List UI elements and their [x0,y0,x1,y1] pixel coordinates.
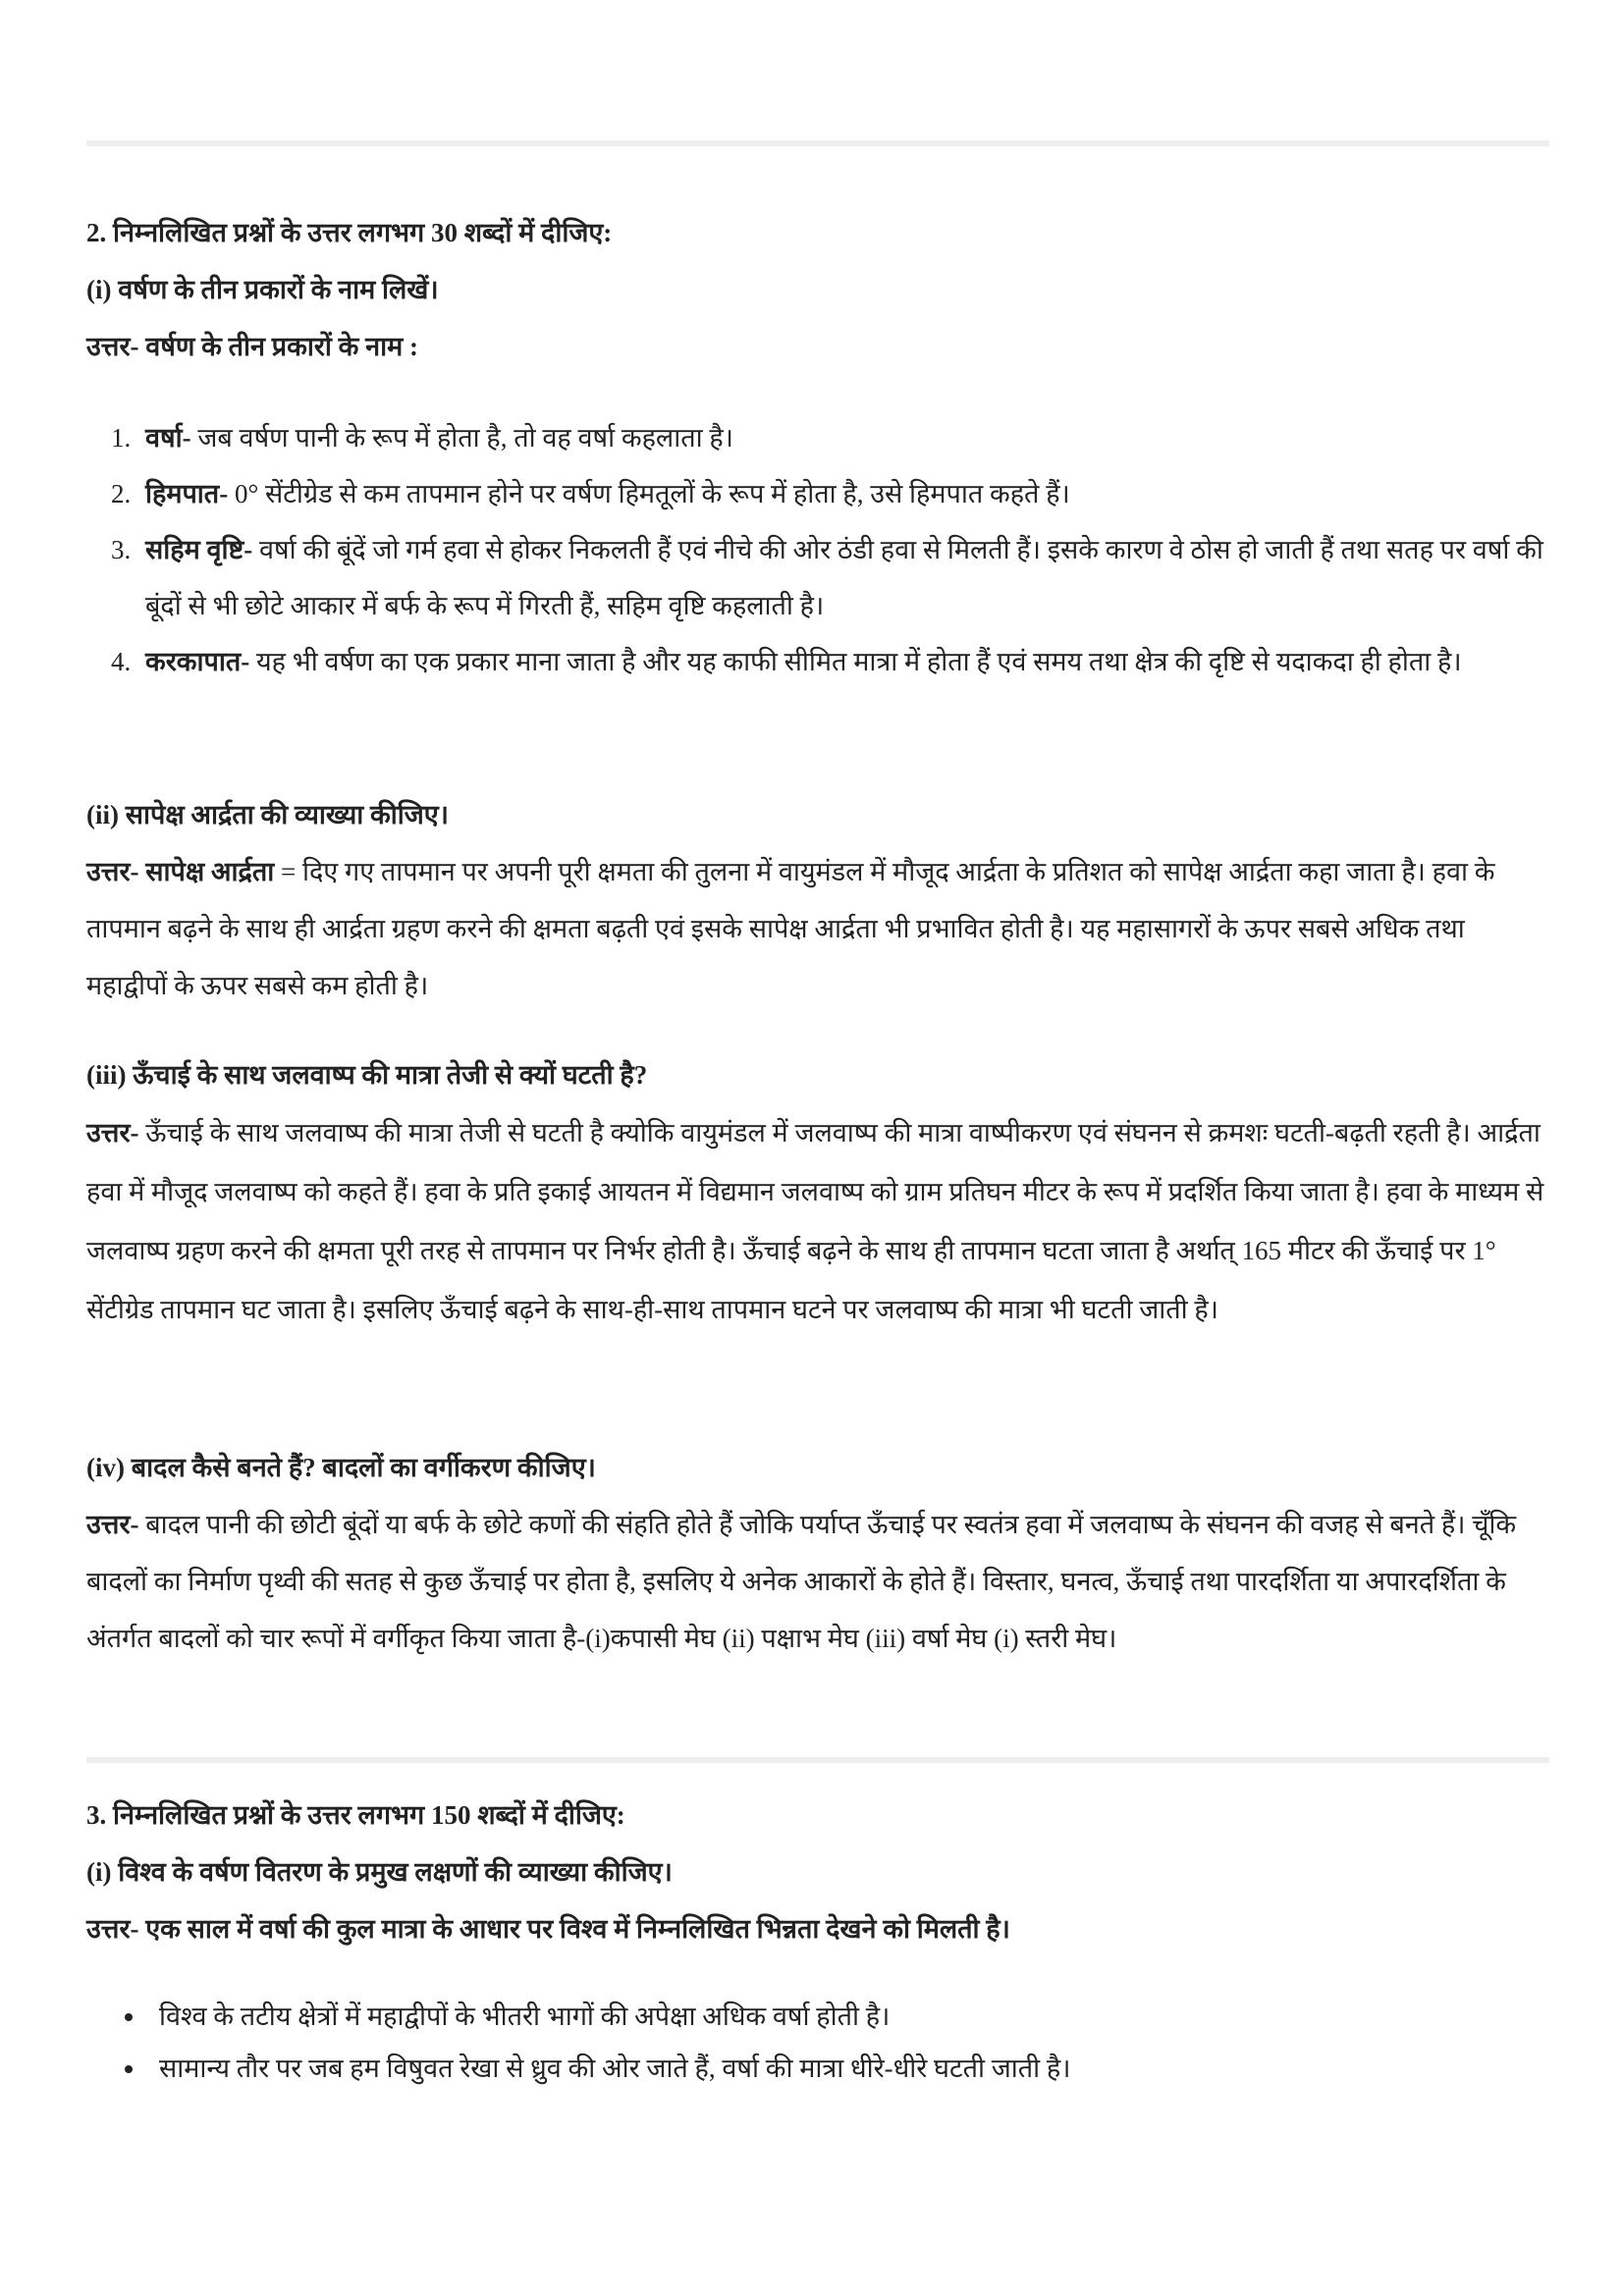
list-item [137,466,1549,522]
q3-i-question: (i) विश्व के वर्षण वितरण के प्रमुख लक्षणों की व्याख्या कीजिए। [86,1857,673,1887]
top-divider [86,140,1549,146]
definition: 0° सेंटीग्रेड से कम तापमान होने पर वर्षण हिमतूलों के रूप में होता है, उसे हिमपात कहते हैं। [228,479,1070,508]
q2-section [86,204,1549,375]
q2-iv-section [86,1439,1549,1667]
q2-ii-answer [86,843,1549,1014]
q2-iii-answer [86,1103,1549,1339]
definition: वर्षा की बूंदें जो गर्म हवा से होकर निकलती हैं एवं नीचे की ओर ठंडी हवा से मिलती हैं। इसके कारण वे ठोस हो जाती हैं तथा सतह पर वर्षा की बूंदों से भी छोटे आकार में बर्फ के रूप में गिरती हैं, सहिम वृष्टि कहलाती है। [145,535,1543,620]
answer-text: = दिए गए तापमान पर अपनी पूरी क्षमता की तुलना में वायुमंडल में मौजूद आर्द्रता के प्रतिशत को सापेक्ष आर्द्रता कहा जाता है। हवा के तापमान बढ़ने के साथ ही आर्द्रता ग्रहण करने की क्षमता बढ़ती एवं इसके सापेक्ष आर्द्रता भी प्रभावित होती है। यह महासागरों के ऊपर सबसे अधिक तथा महाद्वीपों के ऊपर सबसे कम होती है। [86,857,1495,1000]
term: वर्षा- [145,423,191,453]
q2-iii-question: (iii) ऊँचाई के साथ जलवाष्प की मात्रा तेजी से क्यों घटती है? [86,1060,648,1090]
list-item [137,634,1549,690]
section-divider [86,1757,1549,1763]
q2-heading: 2. निम्नलिखित प्रश्नों के उत्तर लगभग 30 शब्दों में दीजिए: [86,218,613,247]
q3-section [86,1787,1549,1957]
answer-label: उत्तर- [86,1118,139,1148]
q3-heading: 3. निम्नलिखित प्रश्नों के उत्तर लगभग 150 शब्दों में दीजिए: [86,1800,625,1830]
answer-label: उत्तर- [86,1510,139,1539]
q2-i-question: (i) वर्षण के तीन प्रकारों के नाम लिखें। [86,275,439,304]
answer-text: बादल पानी की छोटी बूंदों या बर्फ के छोटे कणों की संहति होते हैं जोकि पर्याप्त ऊँचाई पर स्वतंत्र हवा में जलवाष्प के संघनन की वजह से बनते हैं। चूँकि बादलों का निर्माण पृथ्वी की सतह से कुछ ऊँचाई पर होता है, इसलिए ये अनेक आकारों के होते हैं। विस्तार, घनत्व, ऊँचाई तथा पारदर्शिता या अपारदर्शिता के अंतर्गत बादलों को चार रूपों में वर्गीकृत किया जाता है-(i)कपासी मेघ (ii) पक्षाभ मेघ (iii) वर्षा मेघ (i) स्तरी मेघ। [86,1510,1517,1653]
definition: यह भी वर्षण का एक प्रकार माना जाता है और यह काफी सीमित मात्रा में होता हैं एवं समय तथा क्षेत्र की दृष्टि से यदाकदा ही होता है। [249,647,1462,676]
list-item: • सामान्य तौर पर जब हम विषुवत रेखा से ध्रुव की ओर जाते हैं, वर्षा की मात्रा धीरे-धीरे घटती जाती है। [147,2043,1549,2095]
term: सहिम वृष्टि- [145,535,253,564]
answer-label: उत्तर- सापेक्ष आर्द्रता [86,857,275,886]
term: हिमपात- [145,479,229,508]
definition: जब वर्षण पानी के रूप में होता है, तो वह वर्षा कहलाता है। [190,423,733,453]
term: करकापात- [145,647,250,676]
list-item [137,522,1549,634]
list-item: • विश्व के तटीय क्षेत्रों में महाद्वीपों के भीतरी भागों की अपेक्षा अधिक वर्षा होती है। [147,1991,1549,2043]
q2-ii-section [86,786,1549,1014]
q2-iv-question: (iv) बादल कैसे बनते हैं? बादलों का वर्गीकरण कीजिए। [86,1453,596,1482]
q2-ii-question: (ii) सापेक्ष आर्द्रता की व्याख्या कीजिए। [86,800,449,829]
answer-text: ऊँचाई के साथ जलवाष्प की मात्रा तेजी से घटती है क्योकि वायुमंडल में जलवाष्प की मात्रा वाष्पीकरण एवं संघनन से क्रमशः घटती-बढ़ती रहती है। आर्द्रता हवा में मौजूद जलवाष्प को कहते हैं। हवा के प्रति इकाई आयतन में विद्यमान जलवाष्प को ग्राम प्रतिघन मीटर के रूप में प्रदर्शित किया जाता है। हवा के माध्यम से जलवाष्प ग्रहण करने की क्षमता पूरी तरह से तापमान पर निर्भर होती है। ऊँचाई बढ़ने के साथ ही तापमान घटता जाता है अर्थात् 165 मीटर की ऊँचाई पर 1° सेंटीग्रेड तापमान घट जाता है। इसलिए ऊँचाई बढ़ने के साथ-ही-साथ तापमान घटने पर जलवाष्प की मात्रा भी घटती जाती है। [86,1118,1544,1324]
rainfall-features-list [86,1991,1549,2095]
q2-iii-section [86,1046,1549,1339]
q2-iv-answer [86,1496,1549,1667]
precipitation-types-list [86,410,1549,690]
q2-i-answer-intro: उत्तर- वर्षण के तीन प्रकारों के नाम : [86,332,418,361]
q3-i-answer-intro: उत्तर- एक साल में वर्षा की कुल मात्रा के आधार पर विश्व में निम्नलिखित भिन्नता देखने को मिलती है। [86,1914,1010,1944]
list-item [137,410,1549,466]
